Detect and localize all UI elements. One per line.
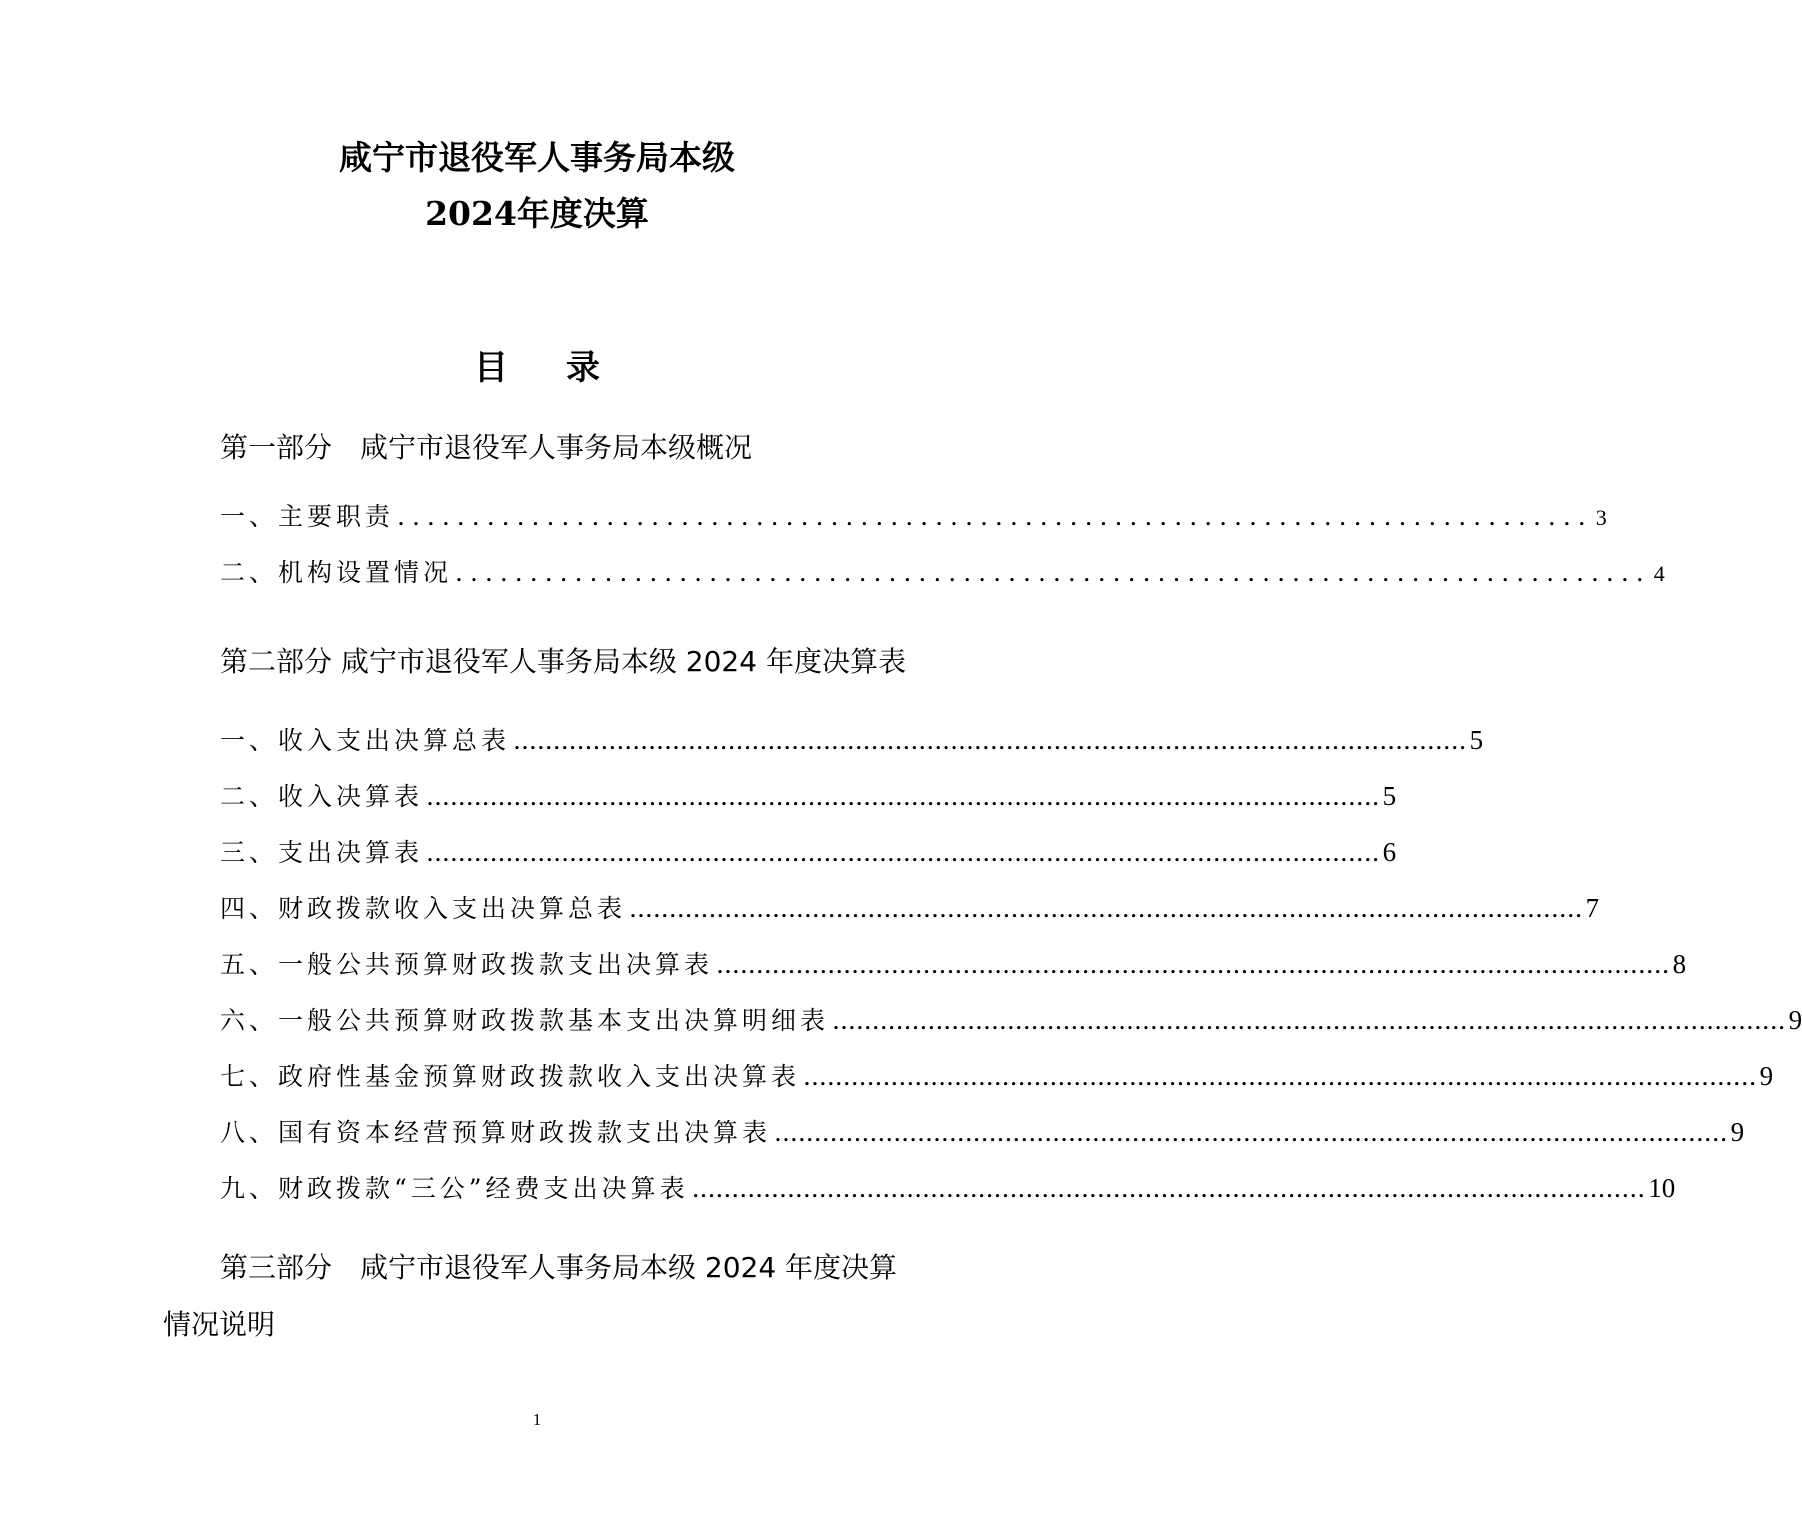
toc-heading: 目录 [474, 348, 658, 388]
toc-entry-label: 一、收入支出决算总表 [220, 726, 511, 755]
dot-leader: ........................................................................................................................ [832, 1006, 1786, 1035]
dot-leader: ................................................................................ [397, 502, 1593, 531]
toc-entry-page: 4 [1653, 561, 1665, 586]
document-title-line-2: 2024年度决算 [425, 194, 649, 233]
toc-entry[interactable] [220, 497, 1607, 537]
toc-entry-label: 三、支出决算表 [220, 838, 424, 867]
toc-entry-page: 5 [1382, 781, 1397, 811]
toc-entry-label: 四、财政拨款收入支出决算总表 [220, 894, 627, 923]
toc-entry[interactable] [220, 888, 1600, 928]
dot-leader: ........................................................................................................................ [691, 1174, 1646, 1203]
toc-entry-label: 一、主要职责 [220, 502, 395, 531]
toc-entry[interactable] [220, 776, 1397, 816]
toc-entry[interactable] [220, 1000, 1802, 1040]
page-number: 1 [532, 1410, 542, 1429]
toc-entry-page: 10 [1648, 1173, 1676, 1203]
dot-leader: ................................................................................ [455, 558, 1651, 587]
toc-entry[interactable] [220, 1168, 1676, 1208]
toc-entry-page: 6 [1382, 837, 1397, 867]
dot-leader: ........................................................................................................................ [426, 782, 1380, 811]
toc-entry[interactable] [220, 944, 1687, 984]
dot-leader: ........................................................................................................................ [513, 726, 1467, 755]
dot-leader: ........................................................................................................................ [774, 1118, 1728, 1147]
toc-entry[interactable] [220, 1112, 1745, 1152]
toc-entry-label: 八、国有资本经营预算财政拨款支出决算表 [220, 1118, 772, 1147]
toc-entry-label: 二、机构设置情况 [220, 558, 453, 587]
toc-part-2-heading: 第二部分 咸宁市退役军人事务局本级 2024 年度决算表 [220, 645, 906, 678]
toc-entry[interactable] [220, 720, 1484, 760]
dot-leader: ........................................................................................................................ [629, 894, 1583, 923]
toc-entry-page: 9 [1730, 1117, 1745, 1147]
toc-entry-label: 五、一般公共预算财政拨款支出决算表 [220, 950, 714, 979]
dot-leader: ........................................................................................................................ [716, 950, 1670, 979]
toc-entry-label: 六、一般公共预算财政拨款基本支出决算明细表 [220, 1006, 830, 1035]
toc-entry-page: 8 [1672, 949, 1687, 979]
toc-entry-page: 3 [1595, 505, 1607, 530]
toc-entry-label: 二、收入决算表 [220, 782, 424, 811]
document-title-line-1: 咸宁市退役军人事务局本级 [339, 138, 735, 177]
toc-entry[interactable] [220, 553, 1665, 593]
dot-leader: ........................................................................................................................ [426, 838, 1380, 867]
toc-entry-page: 7 [1585, 893, 1600, 923]
dot-leader: ........................................................................................................................ [803, 1062, 1757, 1091]
toc-entry-page: 9 [1759, 1061, 1774, 1091]
toc-entry-page: 9 [1788, 1005, 1802, 1035]
toc-part-3-heading-line-1: 第三部分 咸宁市退役军人事务局本级 2024 年度决算 [220, 1251, 898, 1284]
toc-part-3-heading-line-2: 情况说明 [163, 1308, 276, 1341]
toc-entry-label: 九、财政拨款“三公”经费支出决算表 [220, 1174, 689, 1203]
toc-entry[interactable] [220, 832, 1397, 872]
toc-part-1-heading: 第一部分 咸宁市退役军人事务局本级概况 [220, 431, 753, 464]
toc-entry[interactable] [220, 1056, 1774, 1096]
toc-entry-label: 七、政府性基金预算财政拨款收入支出决算表 [220, 1062, 801, 1091]
toc-entry-page: 5 [1469, 725, 1484, 755]
